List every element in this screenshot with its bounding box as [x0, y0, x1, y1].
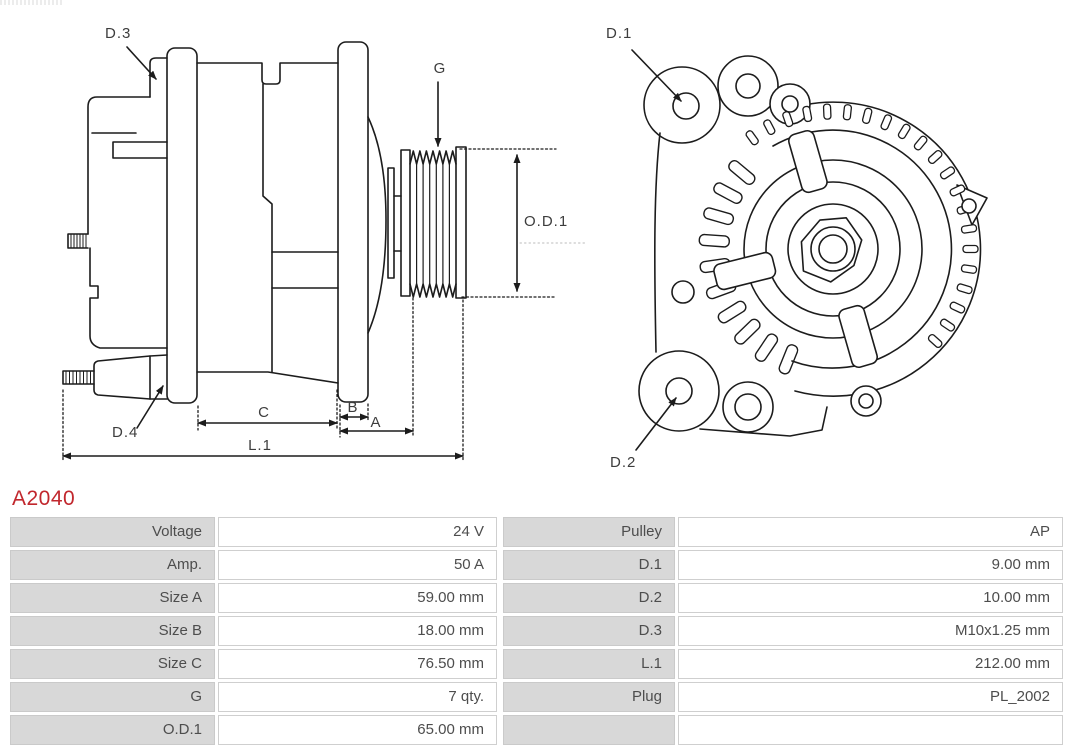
spec-value-cell: 59.00 mm [218, 583, 497, 613]
spec-value-cell: 9.00 mm [678, 550, 1063, 580]
spec-label-cell: Plug [503, 682, 675, 712]
table-row [10, 517, 1063, 547]
spec-value-cell: 212.00 mm [678, 649, 1063, 679]
spec-label-cell: G [10, 682, 215, 712]
spec-value-cell: 65.00 mm [218, 715, 497, 745]
od1-label: O.D.1 [524, 213, 569, 230]
spec-label-cell: Size B [10, 616, 215, 646]
spec-label-cell: D.2 [503, 583, 675, 613]
table-row [10, 649, 1063, 679]
spec-value-cell: 18.00 mm [218, 616, 497, 646]
l1-label: L.1 [248, 437, 272, 454]
d3-label: D.3 [105, 25, 132, 42]
a-label: A [370, 414, 382, 431]
spec-value-cell: M10x1.25 mm [678, 616, 1063, 646]
b-label: B [347, 399, 359, 416]
d4-label: D.4 [112, 424, 139, 441]
drive-end-bell [368, 117, 401, 333]
spec-label-cell: Size C [10, 649, 215, 679]
d1-label: D.1 [606, 25, 633, 42]
spec-value-cell: 50 A [218, 550, 497, 580]
spec-value-cell: 7 qty. [218, 682, 497, 712]
rear-housing [68, 58, 167, 348]
pulley [401, 147, 466, 298]
terminal-lug [63, 355, 167, 399]
spec-value-cell: PL_2002 [678, 682, 1063, 712]
side-view-drawing [63, 42, 585, 462]
table-row [10, 616, 1063, 646]
part-number: A2040 [12, 487, 76, 510]
spec-label-cell: D.3 [503, 616, 675, 646]
spec-value-cell: 10.00 mm [678, 583, 1063, 613]
spec-value-cell [678, 715, 1063, 745]
table-row [10, 550, 1063, 580]
rear-mount-arm [338, 42, 368, 402]
d2-label: D.2 [610, 454, 637, 471]
spec-value-cell: 24 V [218, 517, 497, 547]
front-mount-arm [167, 48, 197, 403]
spec-label-cell: Pulley [503, 517, 675, 547]
spec-label-cell [503, 715, 675, 745]
c-label: C [258, 404, 270, 421]
d2-hole [666, 378, 692, 404]
spec-value-cell: AP [678, 517, 1063, 547]
table-row [10, 715, 1063, 745]
table-row [10, 682, 1063, 712]
spec-table [10, 517, 1063, 748]
stator-body [197, 63, 338, 383]
g-label: G [433, 60, 447, 77]
table-row [10, 583, 1063, 613]
spec-label-cell: Amp. [10, 550, 215, 580]
spec-label-cell: L.1 [503, 649, 675, 679]
spec-label-cell: Voltage [10, 517, 215, 547]
front-view-drawing [632, 50, 987, 450]
d3-leader-arrow [127, 47, 156, 79]
spec-label-cell: O.D.1 [10, 715, 215, 745]
spec-label-cell: Size A [10, 583, 215, 613]
hub-nut [788, 204, 878, 294]
spec-label-cell: D.1 [503, 550, 675, 580]
spec-value-cell: 76.50 mm [218, 649, 497, 679]
